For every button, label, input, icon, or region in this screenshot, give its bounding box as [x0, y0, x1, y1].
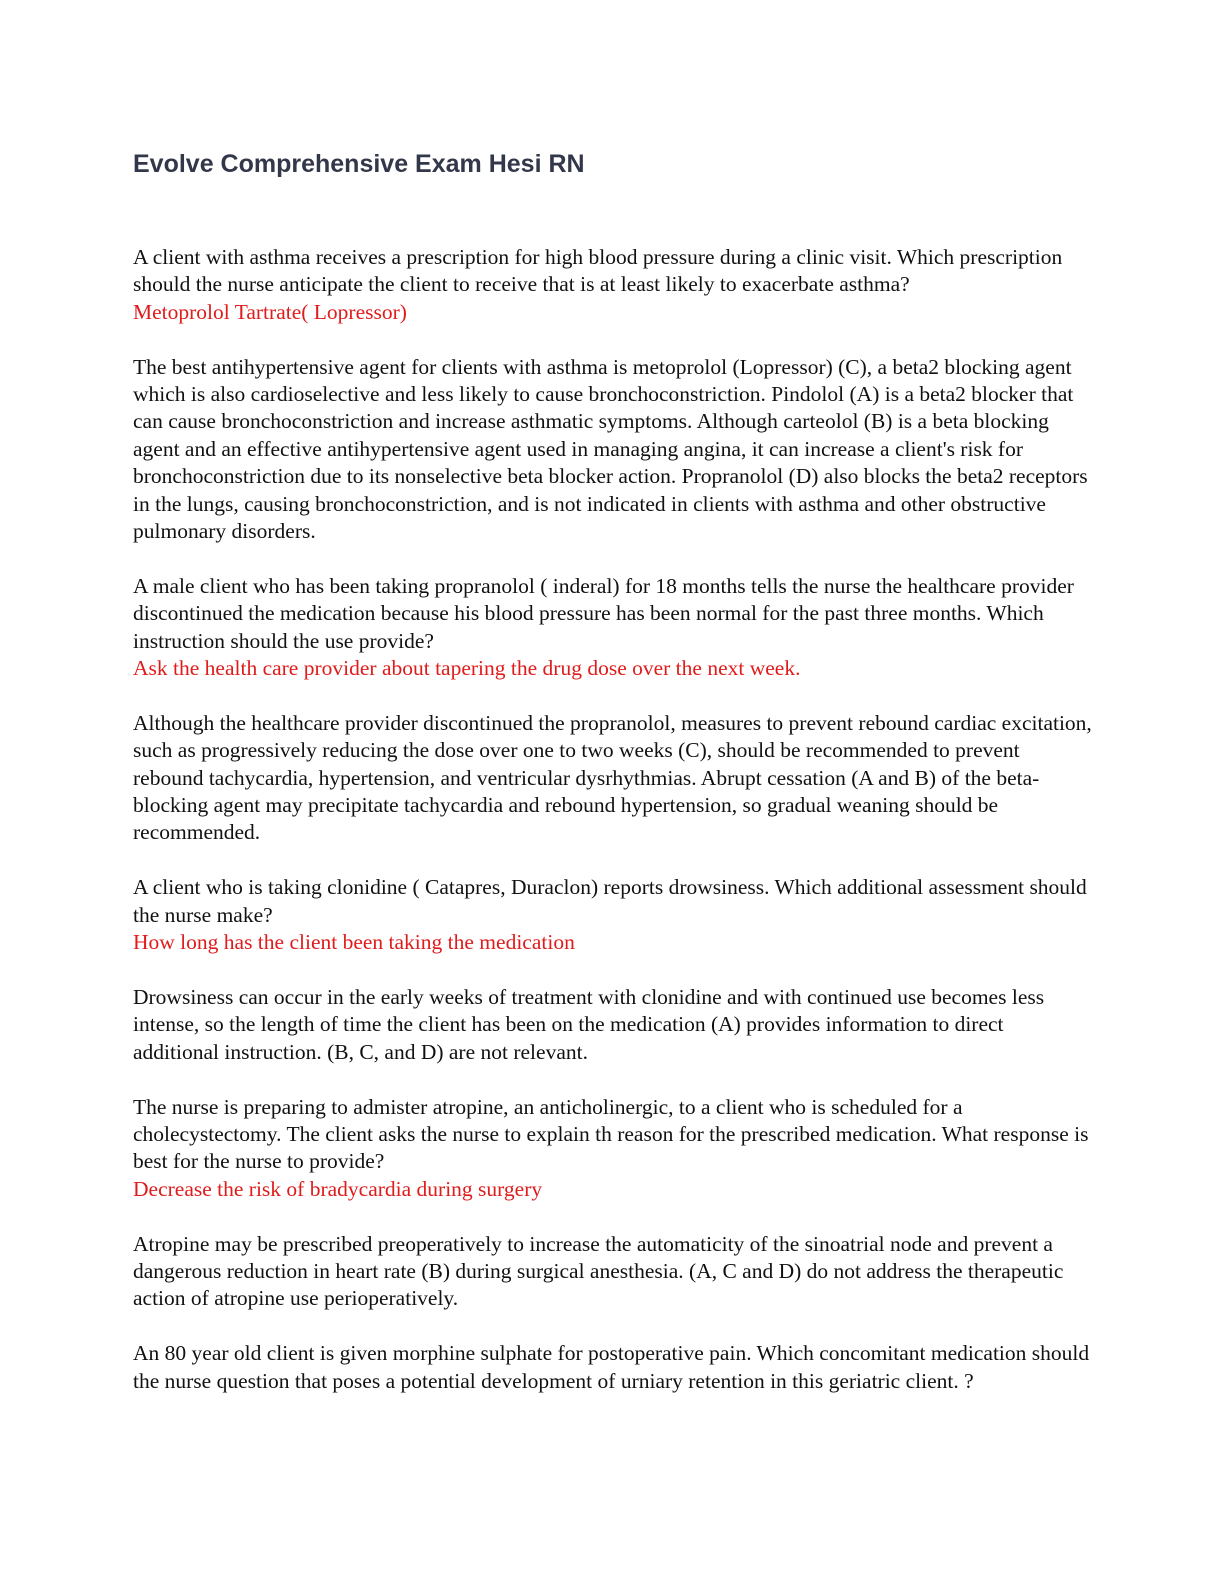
rationale-block-1 [133, 354, 1093, 546]
rationale-block-4 [133, 1231, 1093, 1313]
rationale-text: Atropine may be prescribed preoperatively to increase the automaticity of the sinoatrial node and prevent a dangerous reduction in heart rate (B) during surgical anesthesia. (A, C and D) do not address the therapeutic action of atropine use perioperatively. [133, 1231, 1064, 1311]
rationale-text: Drowsiness can occur in the early weeks of treatment with clonidine and with continued use becomes less intense, so the length of time the client has been on the medication (A) provides information to direct additional instruction. (B, C, and D) are not relevant. [133, 984, 1045, 1064]
document-page [133, 146, 1093, 1422]
rationale-text: Although the healthcare provider discontinued the propranolol, measures to prevent rebound cardiac excitation, such as progressively reducing the dose over one to two weeks (C), should be recommended to prevent rebound tachycardia, hypertension, and ventricular dysrhythmias. Abrupt cessation (A and B) of the beta-blocking agent may precipitate tachycardia and rebound hypertension, so gradual weaning should be recommended. [133, 710, 1092, 845]
question-block-5 [133, 1340, 1093, 1395]
question-text: A client who is taking clonidine ( Catapres, Duraclon) reports drowsiness. Which additional assessment should the nurse make? [133, 875, 1087, 927]
question-text: An 80 year old client is given morphine sulphate for postoperative pain. Which concomitant medication should the nurse question that poses a potential development of urniary retention in this geriatric client. ? [133, 1341, 1090, 1393]
answer-text: Metoprolol Tartrate( Lopressor) [133, 299, 407, 324]
question-block-3 [133, 874, 1093, 956]
rationale-block-2 [133, 710, 1093, 847]
rationale-text: The best antihypertensive agent for clients with asthma is metoprolol (Lopressor) (C), a beta2 blocking agent which is also cardioselective and less likely to cause bronchoconstriction. Pindolol (A) is a beta2 blocker that can cause bronchoconstriction and increase asthmatic symptoms. Although carteolol (B) is a beta blocking agent and an effective antihypertensive agent used in managing angina, it can increase a client's risk for bronchoconstriction due to its nonselective beta blocker action. Propranolol (D) also blocks the beta2 receptors in the lungs, causing bronchoconstriction, and is not indicated in clients with asthma and other obstructive pulmonary disorders. [133, 354, 1088, 544]
rationale-block-3 [133, 984, 1093, 1066]
answer-text: Ask the health care provider about tapering the drug dose over the next week. [133, 656, 801, 681]
answer-text: How long has the client been taking the medication [133, 930, 575, 955]
question-text: A client with asthma receives a prescription for high blood pressure during a clinic visit. Which prescription should the nurse anticipate the client to receive that is at least likely to exacerbate asthma? [133, 245, 1063, 297]
document-title: Evolve Comprehensive Exam Hesi RN [133, 150, 585, 178]
answer-text: Decrease the risk of bradycardia during surgery [133, 1176, 543, 1201]
question-block-4 [133, 1094, 1093, 1204]
question-block-2 [133, 573, 1093, 683]
question-block-1 [133, 244, 1093, 326]
question-text: The nurse is preparing to admister atropine, an anticholinergic, to a client who is scheduled for a cholecystectomy. The client asks the nurse to explain th reason for the prescribed medication. What response is best for the nurse to provide? [133, 1094, 1089, 1174]
question-text: A male client who has been taking propranolol ( inderal) for 18 months tells the nurse the healthcare provider discontinued the medication because his blood pressure has been normal for the past three months. Which instruction should the use provide? [133, 573, 1074, 653]
